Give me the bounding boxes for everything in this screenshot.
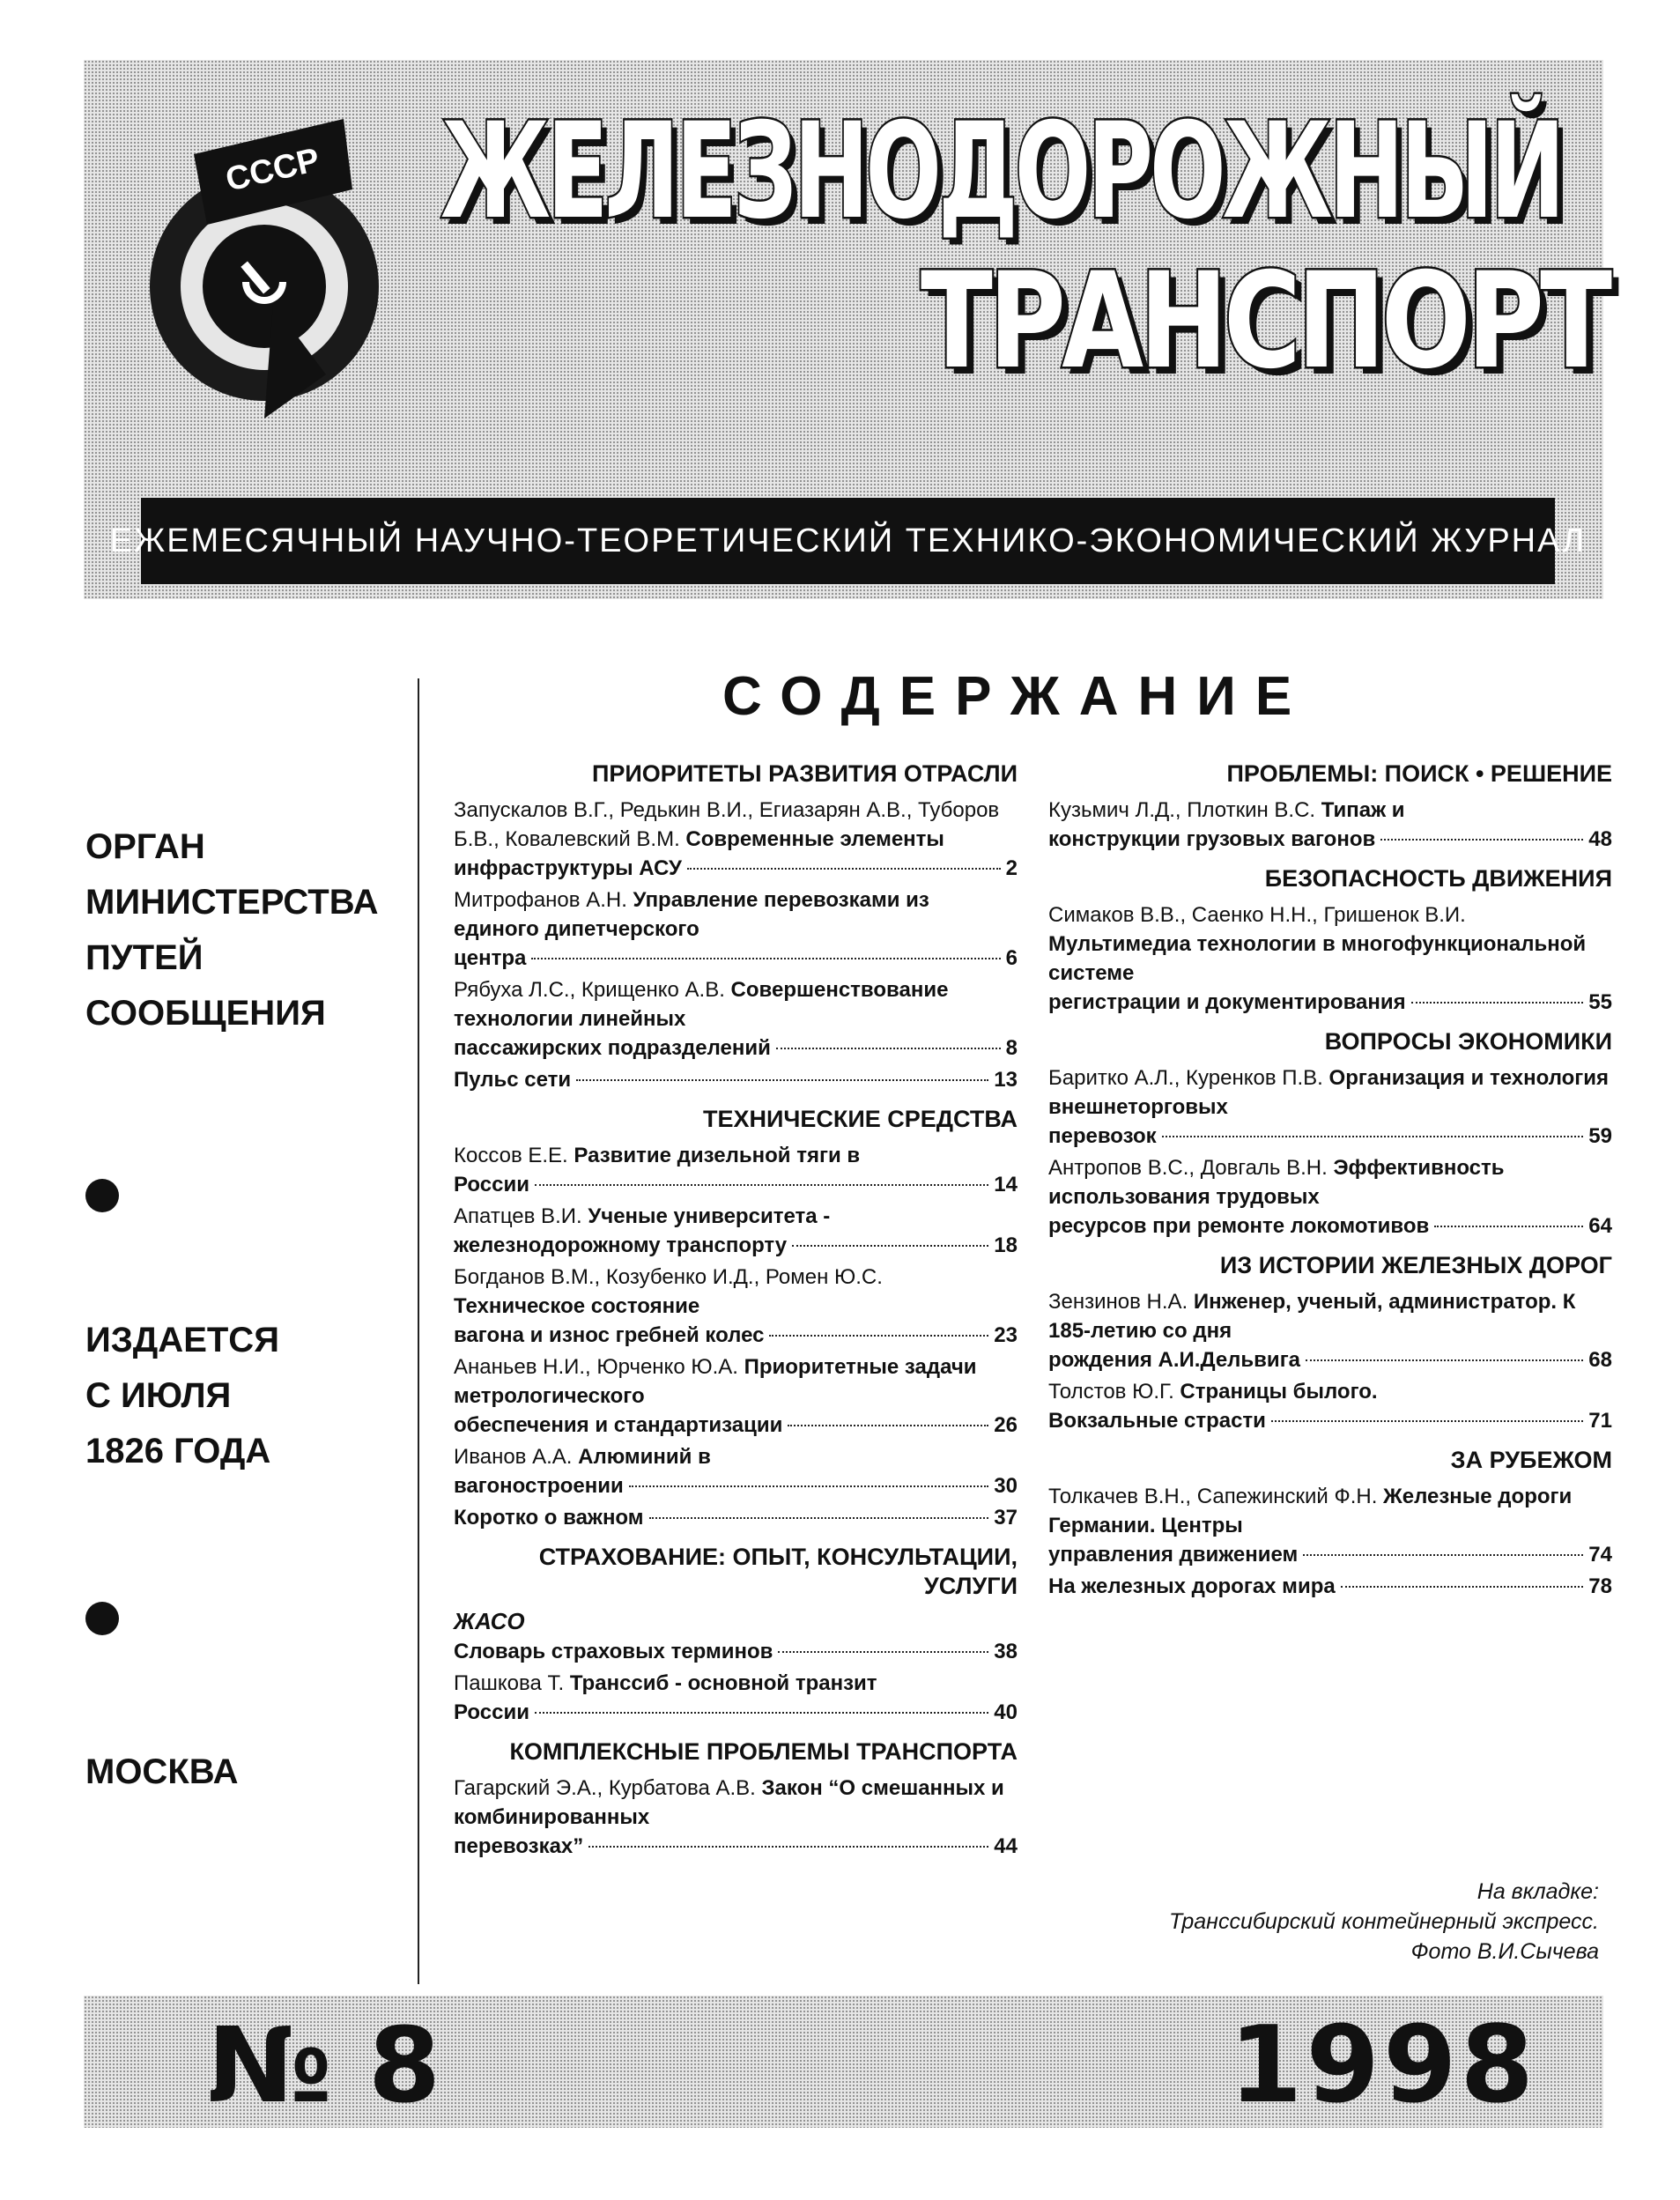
entry-authors: Митрофанов А.Н. (454, 888, 627, 912)
bullet-dot (85, 1602, 119, 1635)
entry-page: 18 (994, 1233, 1018, 1257)
entry-page: 37 (994, 1506, 1018, 1530)
bullet-dot (85, 1179, 119, 1212)
dot-leader (769, 1335, 988, 1337)
dot-leader (687, 868, 1001, 870)
entry-title: Приоритетные задачи метрологического (454, 1355, 977, 1408)
entry-authors: Симаков В.В., Саенко Н.Н., Гришенок В.И. (1048, 903, 1466, 927)
entry-page: 38 (994, 1640, 1018, 1663)
toc-entry[interactable] (454, 1637, 1018, 1666)
dot-leader (1162, 1136, 1584, 1137)
entry-title-end: регистрации и документирования (1048, 990, 1406, 1014)
entry-authors: Запускалов В.Г., Редькин В.И., Егиазарян А.В., Туборов Б.В., Ковалевский В.М. (454, 798, 1000, 851)
dot-leader (792, 1245, 988, 1247)
contents-heading: СОДЕРЖАНИЕ (722, 666, 1312, 727)
toc-entry[interactable] (1048, 1377, 1612, 1435)
section-title: СТРАХОВАНИЕ: ОПЫТ, КОНСУЛЬТАЦИИ, УСЛУГИ (538, 1544, 1018, 1599)
entry-authors: Кузьмич Л.Д., Плоткин В.С. (1048, 798, 1316, 822)
entry-title-end: рождения А.И.Дельвига (1048, 1348, 1301, 1372)
entry-title: Типаж и (1321, 798, 1405, 822)
dot-leader (649, 1517, 989, 1519)
note-line: Транссибирский контейнерный экспресс. (1168, 1909, 1599, 1934)
insert-note (1169, 1877, 1599, 1967)
entry-title: Мультимедиа технологии в многофункциональной системе (1048, 932, 1587, 985)
toc-entry[interactable] (454, 885, 1018, 973)
entry-authors: Баритко А.Л., Куренков П.В. (1048, 1066, 1323, 1090)
note-line: На вкладке: (1476, 1879, 1599, 1904)
toc-section (1048, 1446, 1612, 1601)
toc-entry[interactable] (454, 1503, 1018, 1532)
section-title: ЗА РУБЕЖОМ (1450, 1447, 1612, 1473)
entry-page: 6 (1005, 946, 1018, 970)
entry-authors: Гагарский Э.А., Курбатова А.В. (454, 1776, 756, 1800)
entry-title: Инженер, ученый, администратор. К 185-летию со дня (1048, 1290, 1576, 1343)
entry-page: 30 (994, 1474, 1018, 1498)
since-line: С ИЮЛЯ (85, 1376, 232, 1415)
dot-leader (1306, 1359, 1583, 1361)
toc-section (454, 1543, 1018, 1727)
toc-entry[interactable] (1048, 1572, 1612, 1601)
entry-page: 59 (1588, 1124, 1612, 1148)
toc-column-left (454, 749, 1018, 1863)
organ-line: МИНИСТЕРСТВА (85, 883, 379, 922)
column-divider (418, 678, 419, 1984)
toc-entry[interactable] (454, 1442, 1018, 1500)
entry-title: Алюминий в (578, 1445, 711, 1469)
entry-title: Организация и технология внешнеторговых (1048, 1066, 1610, 1119)
note-line: Фото В.И.Сычева (1410, 1939, 1599, 1964)
section-title: ПРОБЛЕМЫ: ПОИСК • РЕШЕНИЕ (1226, 760, 1612, 787)
entry-title: Транссиб - основной транзит (569, 1671, 877, 1695)
section-sublabel: ЖАСО (454, 1608, 525, 1634)
dot-leader (1303, 1554, 1583, 1556)
section-title: БЕЗОПАСНОСТЬ ДВИЖЕНИЯ (1264, 865, 1612, 892)
dot-leader (778, 1651, 988, 1653)
toc-section (1048, 759, 1612, 854)
toc-entry[interactable] (454, 1669, 1018, 1727)
since-line: 1826 ГОДА (85, 1432, 271, 1470)
toc-entry[interactable] (454, 796, 1018, 883)
entry-authors: Рябуха Л.С., Крищенко А.В. (454, 978, 725, 1002)
toc-entry[interactable] (454, 1774, 1018, 1861)
toc-entry[interactable] (454, 1202, 1018, 1260)
dot-leader (1380, 839, 1583, 841)
entry-authors: Апатцев В.И. (454, 1204, 582, 1228)
organ-line: ОРГАН (85, 827, 205, 866)
toc-section (454, 1105, 1018, 1532)
entry-page: 23 (994, 1323, 1018, 1347)
entry-title: Железные дороги Германии. Центры (1048, 1485, 1573, 1537)
toc-entry[interactable] (1048, 1063, 1612, 1151)
entry-title-end: Вокзальные страсти (1048, 1409, 1266, 1433)
entry-title-end: ресурсов при ремонте локомотивов (1048, 1214, 1430, 1238)
entry-title-end: перевозок (1048, 1124, 1157, 1148)
entry-page: 74 (1588, 1543, 1612, 1567)
entry-title: Закон “О смешанных и комбинированных (454, 1776, 1004, 1829)
since-line: ИЗДАЕТСЯ (85, 1321, 279, 1359)
entry-authors: Ананьев Н.И., Юрченко Ю.А. (454, 1355, 738, 1379)
entry-title-end: железнодорожному транспорту (454, 1233, 788, 1257)
issue-year: 1998 (1229, 2004, 1537, 2127)
entry-title-end: вагона и износ гребней колес (454, 1323, 765, 1347)
dot-leader (1271, 1420, 1583, 1422)
entry-page: 13 (994, 1068, 1018, 1092)
section-title: ТЕХНИЧЕСКИЕ СРЕДСТВА (702, 1106, 1018, 1132)
entry-title: Эффективность использования трудовых (1048, 1156, 1505, 1209)
entry-title-end: вагоностроении (454, 1474, 624, 1498)
publisher-info (85, 819, 403, 1041)
entry-title-end: инфраструктуры АСУ (454, 856, 682, 880)
entry-title: Современные элементы (685, 827, 944, 851)
entry-title-end: России (454, 1700, 529, 1724)
entry-title-end: России (454, 1173, 529, 1196)
entry-page: 14 (994, 1173, 1018, 1196)
entry-title-end: Коротко о важном (454, 1506, 644, 1530)
journal-subtitle: ЕЖЕМЕСЯЧНЫЙ НАУЧНО-ТЕОРЕТИЧЕСКИЙ ТЕХНИКО-ЭКОНОМИЧЕСКИЙ ЖУРНАЛ (141, 498, 1555, 584)
journal-title-line1: ЖЕЛЕЗНОДОРОЖНЫЙ (440, 95, 1562, 248)
toc-entry[interactable] (1048, 1482, 1612, 1569)
entry-page: 44 (994, 1834, 1018, 1858)
toc-entry[interactable] (1048, 900, 1612, 1017)
toc-entry[interactable] (1048, 1153, 1612, 1241)
entry-authors: Зензинов Н.А. (1048, 1290, 1188, 1314)
entry-authors: Иванов А.А. (454, 1445, 573, 1469)
dot-leader (576, 1079, 988, 1081)
emblem-text: СССР (222, 141, 323, 199)
dot-leader (1434, 1226, 1583, 1227)
toc-entry[interactable] (454, 1141, 1018, 1199)
entry-authors: Толстов Ю.Г. (1048, 1380, 1174, 1404)
section-title: КОМПЛЕКСНЫЕ ПРОБЛЕМЫ ТРАНСПОРТА (509, 1738, 1018, 1765)
entry-authors: Толкачев В.Н., Сапежинский Ф.Н. (1048, 1485, 1378, 1508)
entry-page: 8 (1005, 1036, 1018, 1060)
entry-page: 2 (1005, 856, 1018, 880)
toc-entry[interactable] (454, 1065, 1018, 1094)
section-title: ПРИОРИТЕТЫ РАЗВИТИЯ ОТРАСЛИ (591, 760, 1018, 787)
entry-page: 48 (1588, 827, 1612, 851)
entry-page: 78 (1588, 1574, 1612, 1598)
section-title: ИЗ ИСТОРИИ ЖЕЛЕЗНЫХ ДОРОГ (1219, 1252, 1612, 1278)
toc-entry[interactable] (454, 975, 1018, 1063)
entry-title-end: конструкции грузовых вагонов (1048, 827, 1376, 851)
dot-leader (629, 1485, 989, 1487)
dot-leader (788, 1425, 988, 1426)
city: МОСКВА (85, 1752, 239, 1791)
entry-page: 64 (1588, 1214, 1612, 1238)
entry-page: 68 (1588, 1348, 1612, 1372)
dot-leader (535, 1712, 988, 1714)
dot-leader (1341, 1586, 1584, 1588)
entry-title: Ученые университета - (588, 1204, 831, 1228)
entry-title: Совершенствование технологии линейных (454, 978, 949, 1031)
entry-page: 55 (1588, 990, 1612, 1014)
journal-title-line2: ТРАНСПОРТ (921, 245, 1609, 398)
entry-title: Техническое состояние (454, 1294, 700, 1318)
entry-title-end: На железных дорогах мира (1048, 1574, 1336, 1598)
toc-section (1048, 1251, 1612, 1435)
entry-authors: Богданов В.М., Козубенко И.Д., Ромен Ю.С. (454, 1265, 883, 1289)
toc-section (1048, 864, 1612, 1017)
entry-page: 40 (994, 1700, 1018, 1724)
since-info (85, 1313, 403, 1479)
entry-title: Развитие дизельной тяги в (574, 1144, 861, 1167)
entry-title-end: Словарь страховых терминов (454, 1640, 773, 1663)
entry-title-end: управления движением (1048, 1543, 1299, 1567)
toc-column-right (1048, 749, 1612, 1604)
toc-entry[interactable] (454, 1352, 1018, 1440)
dot-leader (776, 1048, 1001, 1049)
toc-section (454, 759, 1018, 1094)
toc-section (1048, 1027, 1612, 1241)
organ-line: СООБЩЕНИЯ (85, 994, 326, 1033)
entry-title: Управление перевозками из единого дипетчерского (454, 888, 929, 941)
toc-entry[interactable] (1048, 796, 1612, 854)
entry-page: 71 (1588, 1409, 1612, 1433)
entry-authors: Коссов Е.Е. (454, 1144, 568, 1167)
order-emblem (132, 84, 396, 419)
entry-title-end: пассажирских подразделений (454, 1036, 771, 1060)
entry-authors: Антропов В.С., Довгаль В.Н. (1048, 1156, 1328, 1180)
issue-number: № 8 (207, 2004, 441, 2126)
dot-leader (588, 1846, 988, 1848)
toc-entry[interactable] (454, 1263, 1018, 1350)
entry-title-end: Пульс сети (454, 1068, 572, 1092)
entry-title-end: обеспечения и стандартизации (454, 1413, 783, 1437)
dot-leader (535, 1184, 988, 1186)
dot-leader (531, 958, 1000, 959)
entry-page: 26 (994, 1413, 1018, 1437)
entry-authors: Пашкова Т. (454, 1671, 565, 1695)
section-title: ВОПРОСЫ ЭКОНОМИКИ (1324, 1028, 1612, 1055)
entry-title-end: центра (454, 946, 527, 970)
toc-entry[interactable] (1048, 1287, 1612, 1374)
entry-title: Страницы былого. (1180, 1380, 1378, 1404)
toc-section (454, 1737, 1018, 1861)
organ-line: ПУТЕЙ (85, 938, 204, 977)
entry-title-end: перевозках” (454, 1834, 584, 1858)
dot-leader (1411, 1002, 1584, 1004)
